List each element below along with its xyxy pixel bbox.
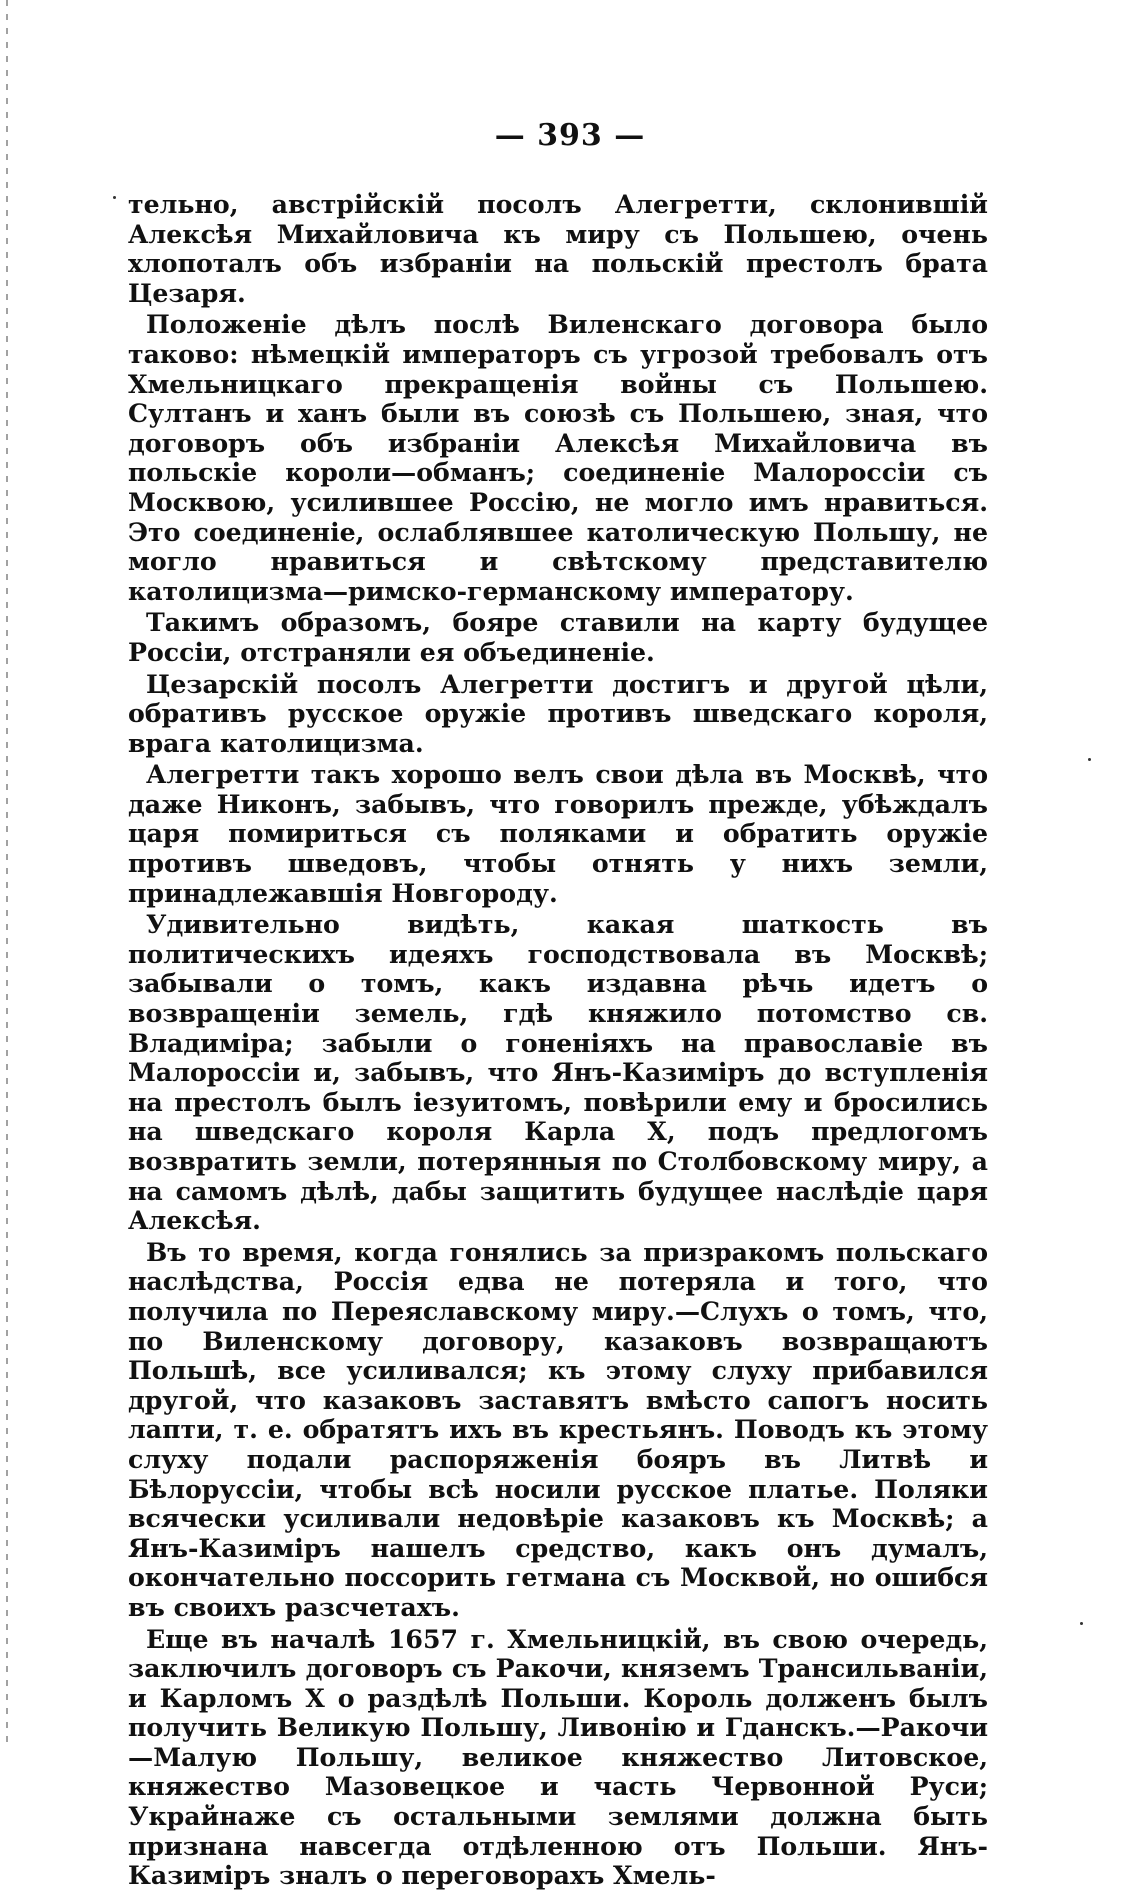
body-text bbox=[128, 189, 988, 1891]
paragraph-8: Еще въ началѣ 1657 г. Хмельницкій, въ свою очередь, заключилъ договоръ съ Ракочи, княземъ Трансильваніи, и Карломъ X о раздѣлѣ Польши. Король долженъ былъ получить Великую Польшу, Ливонію и Гданскъ.—Ракочи—Малую Польшу, великое княжество Литовское, княжество Мазовецкое и часть Червонной Руси; Украйнаже съ остальными землями должна быть признана навсегда отдѣленною отъ Польши. Янъ-Казиміръ зналъ о переговорахъ Хмель- bbox=[128, 1623, 988, 1891]
paragraph-4: Цезарскій посолъ Алегретти достигъ и другой цѣли, обративъ русское оружіе противъ шведскаго короля, врага католицизма. bbox=[128, 668, 988, 758]
paragraph-6: Удивительно видѣть, какая шаткость въ политическихъ идеяхъ господствовала въ Москвѣ; забывали о томъ, какъ издавна рѣчь идетъ о возвращеніи земель, гдѣ княжило потомство св. Владиміра; забыли о гоненіяхъ на православіе въ Малороссіи и, забывъ, что Янъ-Казиміръ до вступленія на престолъ былъ іезуитомъ, повѣрили ему и бросились на шведскаго короля Карла X, подъ предлогомъ возвратить земли, потерянныя по Столбовскому миру, а на самомъ дѣлѣ, дабы защитить будущее наслѣдіе царя Алексѣя. bbox=[128, 909, 988, 1236]
page-number: — 393 — bbox=[494, 118, 646, 153]
print-speck bbox=[1080, 1622, 1083, 1625]
print-speck bbox=[1088, 758, 1091, 761]
paragraph-1: тельно, австрійскій посолъ Алегретти, склонившій Алексѣя Михайловича къ миру съ Польшею, очень хлопоталъ объ избраніи на польскій престолъ брата Цезаря. bbox=[128, 189, 988, 308]
page-edge-shadow bbox=[6, 0, 8, 1748]
paragraph-3: Такимъ образомъ, бояре ставили на карту будущее Россіи, отстраняли ея объединеніе. bbox=[128, 607, 988, 667]
paragraph-5: Алегретти такъ хорошо велъ свои дѣла въ Москвѣ, что даже Никонъ, забывъ, что говорилъ прежде, убѣждалъ царя помириться съ поляками и обратить оружіе противъ шведовъ, чтобы отнять у нихъ земли, принадлежавшія Новгороду. bbox=[128, 759, 988, 908]
print-speck bbox=[113, 196, 116, 199]
paragraph-2: Положеніе дѣлъ послѣ Виленскаго договора было таково: нѣмецкій императоръ съ угрозой требовалъ отъ Хмельницкаго прекращенія войны съ Польшею. Султанъ и ханъ были въ союзѣ съ Польшею, зная, что договоръ объ избраніи Алексѣя Михайловича въ польскіе короли—обманъ; соединеніе Малороссіи съ Москвою, усилившее Россію, не могло имъ нравиться. Это соединеніе, ослаблявшее католическую Польшу, не могло нравиться и свѣтскому представителю католицизма—римско-германскому императору. bbox=[128, 309, 988, 606]
paragraph-7: Въ то время, когда гонялись за призракомъ польскаго наслѣдства, Россія едва не потеряла и того, что получила по Переяславскому миру.—Слухъ о томъ, что, по Виленскому договору, казаковъ возвращаютъ Польшѣ, все усиливался; къ этому слуху прибавился другой, что казаковъ заставятъ вмѣсто сапогъ носить лапти, т. е. обратятъ ихъ въ крестьянъ. Поводъ къ этому слуху подали распоряженія бояръ въ Литвѣ и Бѣлоруссіи, чтобы всѣ носили русское платье. Поляки всячески усиливали недовѣріе казаковъ къ Москвѣ; а Янъ-Казиміръ нашелъ средство, какъ онъ думалъ, окончательно поссорить гетмана съ Москвой, но ошибся въ своихъ разсчетахъ. bbox=[128, 1236, 988, 1622]
